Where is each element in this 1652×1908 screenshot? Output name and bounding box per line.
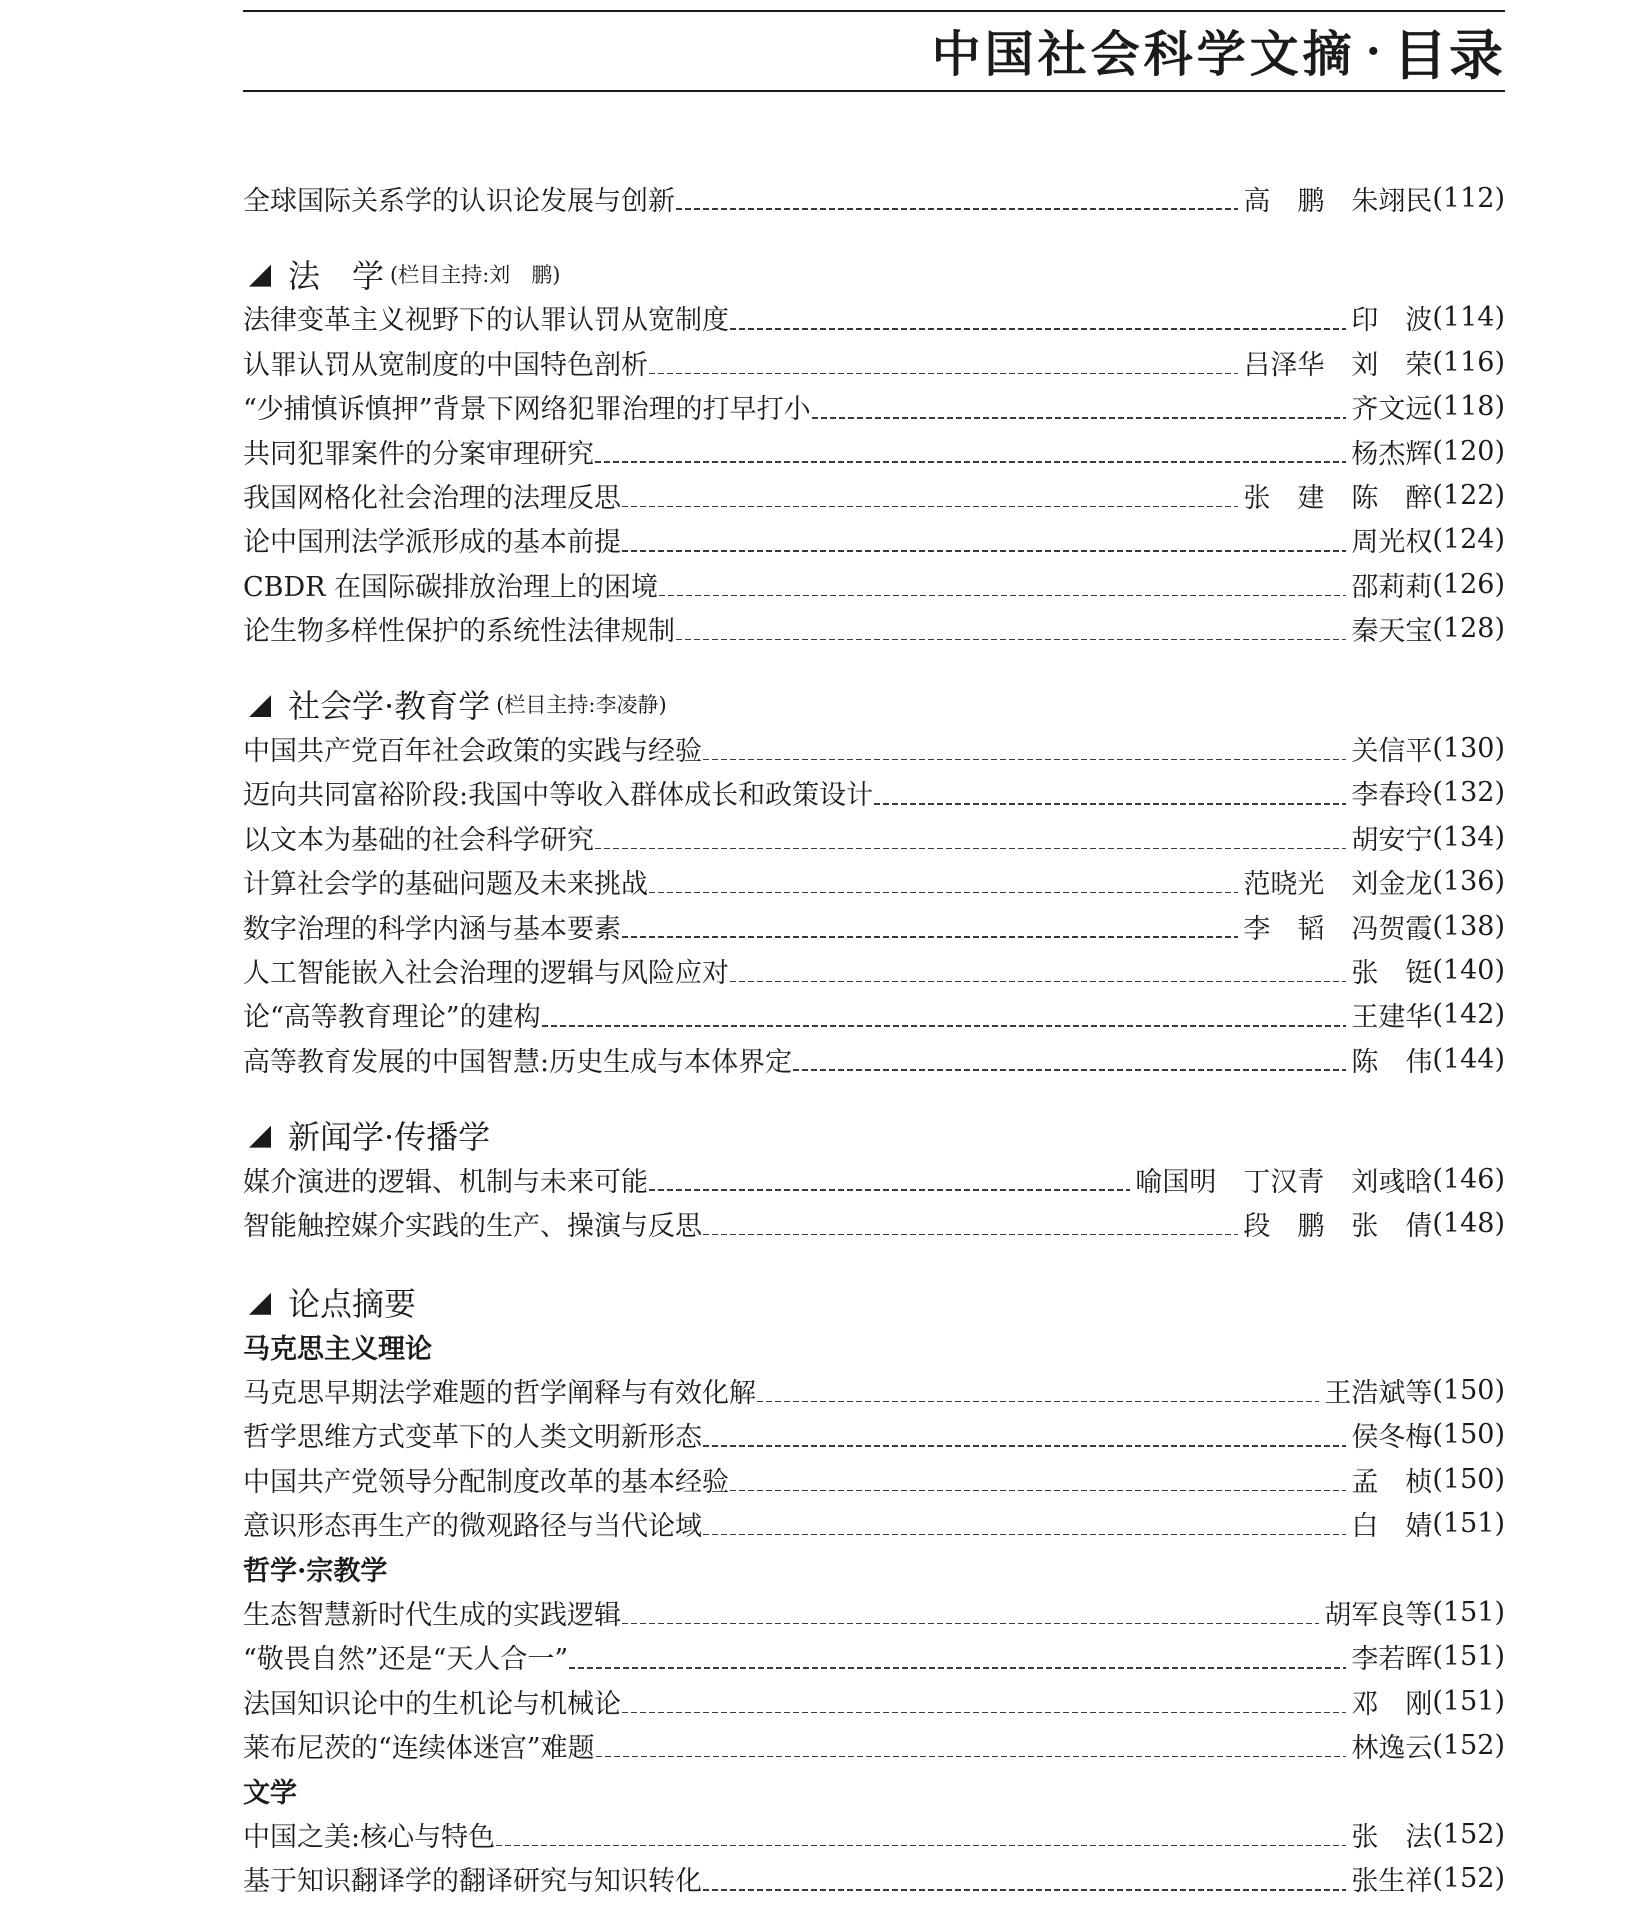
leader-dots <box>596 1756 1347 1758</box>
leader-dots <box>595 848 1346 850</box>
entry-authors: 印 波 <box>1351 305 1433 337</box>
entry-title: 中国共产党百年社会政策的实践与经验 <box>243 735 702 767</box>
toc-entry <box>243 771 1505 815</box>
leader-dots <box>730 328 1346 330</box>
leader-dots <box>703 759 1346 761</box>
page-label: 目录 <box>1393 22 1505 87</box>
toc-entry <box>243 1368 1505 1412</box>
leader-dots <box>703 1534 1346 1536</box>
entry-title: 我国网格化社会治理的法理反思 <box>243 483 621 515</box>
entry-page: (150) <box>1432 1375 1505 1407</box>
subsection-heading: 哲学·宗教学 <box>243 1555 388 1587</box>
subsection-heading: 文学 <box>243 1777 297 1809</box>
toc-entry <box>243 429 1505 473</box>
toc-entry <box>243 518 1505 562</box>
entry-title: “少捕慎诉慎押”背景下网络犯罪治理的打早打小 <box>243 394 811 426</box>
entry-title: 法国知识论中的生机论与机械论 <box>243 1688 621 1720</box>
toc-entry <box>243 607 1505 651</box>
entry-authors: 关信平 <box>1351 735 1433 767</box>
entry-page: (128) <box>1432 613 1505 645</box>
entry-authors: 侯冬梅 <box>1351 1422 1433 1454</box>
toc-entry <box>243 1857 1505 1901</box>
entry-page: (114) <box>1432 302 1505 334</box>
entry-authors: 段 鹏 张 倩 <box>1243 1210 1433 1242</box>
entry-authors: 王建华 <box>1351 1002 1433 1034</box>
toc-entry <box>243 1679 1505 1723</box>
entry-authors: 范晓光 刘金龙 <box>1243 869 1433 901</box>
entry-page: (126) <box>1432 568 1505 600</box>
entry-page: (151) <box>1432 1508 1505 1540</box>
subsection-heading: 马克思主义理论 <box>243 1333 432 1365</box>
entry-authors: 林逸云 <box>1351 1733 1433 1765</box>
title-separator: · <box>1365 25 1381 77</box>
section-heading-sociology-education <box>243 682 1505 726</box>
entry-title: 基于知识翻译学的翻译研究与知识转化 <box>243 1866 702 1898</box>
toc-entry <box>243 1457 1505 1501</box>
section-heading-journalism-communication <box>243 1112 1505 1156</box>
leader-dots <box>622 1712 1346 1714</box>
toc-entry <box>243 1201 1505 1245</box>
entry-authors: 张 铤 <box>1351 957 1433 989</box>
entry-page: (150) <box>1432 1419 1505 1451</box>
leader-dots <box>649 373 1238 375</box>
toc-entry <box>243 1037 1505 1081</box>
leader-dots <box>496 1845 1346 1847</box>
journal-title: 中国社会科学文摘 <box>931 25 1356 83</box>
toc-entry <box>243 473 1505 517</box>
entry-title: 媒介演进的逻辑、机制与未来可能 <box>243 1166 648 1198</box>
entry-title: CBDR 在国际碳排放治理上的困境 <box>243 571 659 603</box>
entry-title: 哲学思维方式变革下的人类文明新形态 <box>243 1422 702 1454</box>
section-name: 社会学·教育学 <box>288 687 491 726</box>
toc-entry <box>243 340 1505 384</box>
entry-page: (136) <box>1432 866 1505 898</box>
leader-dots <box>676 208 1238 210</box>
entry-title: 高等教育发展的中国智慧:历史生成与本体界定 <box>243 1046 793 1078</box>
entry-authors: 吕泽华 刘 荣 <box>1243 349 1433 381</box>
entry-page: (112) <box>1432 182 1505 214</box>
leader-dots <box>703 1445 1346 1447</box>
entry-authors: 张 建 陈 醉 <box>1243 483 1433 515</box>
entry-title: “敬畏自然”还是“天人合一” <box>243 1644 569 1676</box>
section-name: 论点摘要 <box>288 1284 417 1323</box>
triangle-marker-icon <box>249 1293 271 1315</box>
leader-dots <box>730 1490 1346 1492</box>
entry-title: 全球国际关系学的认识论发展与创新 <box>243 185 675 217</box>
leader-dots <box>676 639 1346 641</box>
entry-page: (140) <box>1432 954 1505 986</box>
toc-entry <box>243 948 1505 992</box>
table-of-contents <box>243 176 1505 1901</box>
entry-page: (152) <box>1432 1730 1505 1762</box>
entry-page: (152) <box>1432 1818 1505 1850</box>
triangle-marker-icon <box>249 1126 271 1148</box>
entry-authors: 李 韬 冯贺霞 <box>1243 913 1433 945</box>
entry-authors: 邓 刚 <box>1351 1688 1433 1720</box>
leader-dots <box>649 892 1238 894</box>
toc-entry <box>243 726 1505 770</box>
entry-title: 人工智能嵌入社会治理的逻辑与风险应对 <box>243 957 729 989</box>
entry-title: 生态智慧新时代生成的实践逻辑 <box>243 1600 621 1632</box>
entry-authors: 杨杰辉 <box>1351 438 1433 470</box>
leader-dots <box>703 1889 1346 1891</box>
section-heading-law <box>243 251 1505 295</box>
entry-title: 以文本为基础的社会科学研究 <box>243 824 594 856</box>
section-host: (栏目主持:刘 鹏) <box>390 262 561 287</box>
toc-entry <box>243 1413 1505 1457</box>
entry-title: 意识形态再生产的微观路径与当代论域 <box>243 1511 702 1543</box>
triangle-marker-icon <box>249 265 271 287</box>
entry-authors: 周光权 <box>1351 527 1433 559</box>
entry-authors: 张生祥 <box>1351 1866 1433 1898</box>
entry-authors: 秦天宝 <box>1351 616 1433 648</box>
entry-page: (138) <box>1432 910 1505 942</box>
leader-dots <box>703 1234 1238 1236</box>
entry-page: (132) <box>1432 777 1505 809</box>
leader-dots <box>595 461 1346 463</box>
leader-dots <box>812 417 1347 419</box>
section-name: 法 学 <box>288 256 385 295</box>
leader-dots <box>542 1025 1347 1027</box>
leader-dots <box>622 550 1346 552</box>
leader-dots <box>874 803 1346 805</box>
entry-page: (118) <box>1432 391 1505 423</box>
toc-entry <box>243 1635 1505 1679</box>
entry-title: 论“高等教育理论”的建构 <box>243 1002 541 1034</box>
page-header <box>243 10 1505 92</box>
entry-title: 迈向共同富裕阶段:我国中等收入群体成长和政策设计 <box>243 780 874 812</box>
entry-page: (120) <box>1432 435 1505 467</box>
entry-page: (152) <box>1432 1863 1505 1895</box>
leader-dots <box>569 1667 1346 1669</box>
toc-entry <box>243 296 1505 340</box>
entry-page: (130) <box>1432 732 1505 764</box>
toc-entry <box>243 385 1505 429</box>
entry-authors: 陈 伟 <box>1351 1046 1433 1078</box>
toc-entry <box>243 1157 1505 1201</box>
toc-entry <box>243 815 1505 859</box>
entry-authors: 孟 桢 <box>1351 1466 1433 1498</box>
section-host: (栏目主持:李凌静) <box>496 693 667 718</box>
toc-entry <box>243 993 1505 1037</box>
entry-page: (142) <box>1432 999 1505 1031</box>
toc-entry <box>243 562 1505 606</box>
leader-dots <box>659 595 1346 597</box>
entry-authors: 李若晖 <box>1351 1644 1433 1676</box>
entry-page: (151) <box>1432 1685 1505 1717</box>
entry-title: 智能触控媒介实践的生产、操演与反思 <box>243 1210 702 1242</box>
entry-authors: 王浩斌等 <box>1324 1378 1433 1410</box>
entry-page: (134) <box>1432 821 1505 853</box>
entry-authors: 胡安宁 <box>1351 824 1433 856</box>
toc-entry <box>243 1724 1505 1768</box>
entry-title: 共同犯罪案件的分案审理研究 <box>243 438 594 470</box>
entry-title: 论生物多样性保护的系统性法律规制 <box>243 616 675 648</box>
entry-page: (150) <box>1432 1463 1505 1495</box>
entry-title: 法律变革主义视野下的认罪认罚从宽制度 <box>243 305 729 337</box>
leader-dots <box>622 1623 1319 1625</box>
toc-entry <box>243 176 1505 220</box>
entry-title: 中国共产党领导分配制度改革的基本经验 <box>243 1466 729 1498</box>
entry-page: (122) <box>1432 480 1505 512</box>
toc-entry <box>243 1502 1505 1546</box>
entry-page: (124) <box>1432 524 1505 556</box>
leader-dots <box>757 1401 1319 1403</box>
toc-entry <box>243 1812 1505 1856</box>
entry-title: 计算社会学的基础问题及未来挑战 <box>243 869 648 901</box>
section-name: 新闻学·传播学 <box>288 1117 491 1156</box>
toc-entry <box>243 904 1505 948</box>
entry-page: (144) <box>1432 1043 1505 1075</box>
entry-authors: 张 法 <box>1351 1821 1433 1853</box>
entry-title: 马克思早期法学难题的哲学阐释与有效化解 <box>243 1378 756 1410</box>
entry-title: 认罪认罚从宽制度的中国特色剖析 <box>243 349 648 381</box>
leader-dots <box>622 936 1238 938</box>
entry-authors: 高 鹏 朱翊民 <box>1243 185 1433 217</box>
entry-title: 数字治理的科学内涵与基本要素 <box>243 913 621 945</box>
leader-dots <box>730 981 1346 983</box>
toc-entry <box>243 1590 1505 1634</box>
entry-authors: 邵莉莉 <box>1351 571 1433 603</box>
entry-title: 论中国刑法学派形成的基本前提 <box>243 527 621 559</box>
entry-authors: 齐文远 <box>1351 394 1433 426</box>
triangle-marker-icon <box>249 695 271 717</box>
entry-title: 中国之美:核心与特色 <box>243 1821 496 1853</box>
entry-page: (151) <box>1432 1641 1505 1673</box>
leader-dots <box>793 1069 1346 1071</box>
entry-authors: 白 婧 <box>1351 1511 1433 1543</box>
entry-title: 莱布尼茨的“连续体迷宫”难题 <box>243 1733 595 1765</box>
entry-page: (148) <box>1432 1207 1505 1239</box>
entry-page: (116) <box>1432 346 1505 378</box>
entry-page: (151) <box>1432 1597 1505 1629</box>
toc-entry <box>243 859 1505 903</box>
entry-authors: 李春玲 <box>1351 780 1433 812</box>
section-heading-abstracts <box>243 1280 1505 1324</box>
entry-page: (146) <box>1432 1163 1505 1195</box>
leader-dots <box>649 1189 1130 1191</box>
leader-dots <box>622 506 1238 508</box>
entry-authors: 喻国明 丁汉青 刘彧晗 <box>1135 1166 1433 1198</box>
entry-authors: 胡军良等 <box>1324 1600 1433 1632</box>
